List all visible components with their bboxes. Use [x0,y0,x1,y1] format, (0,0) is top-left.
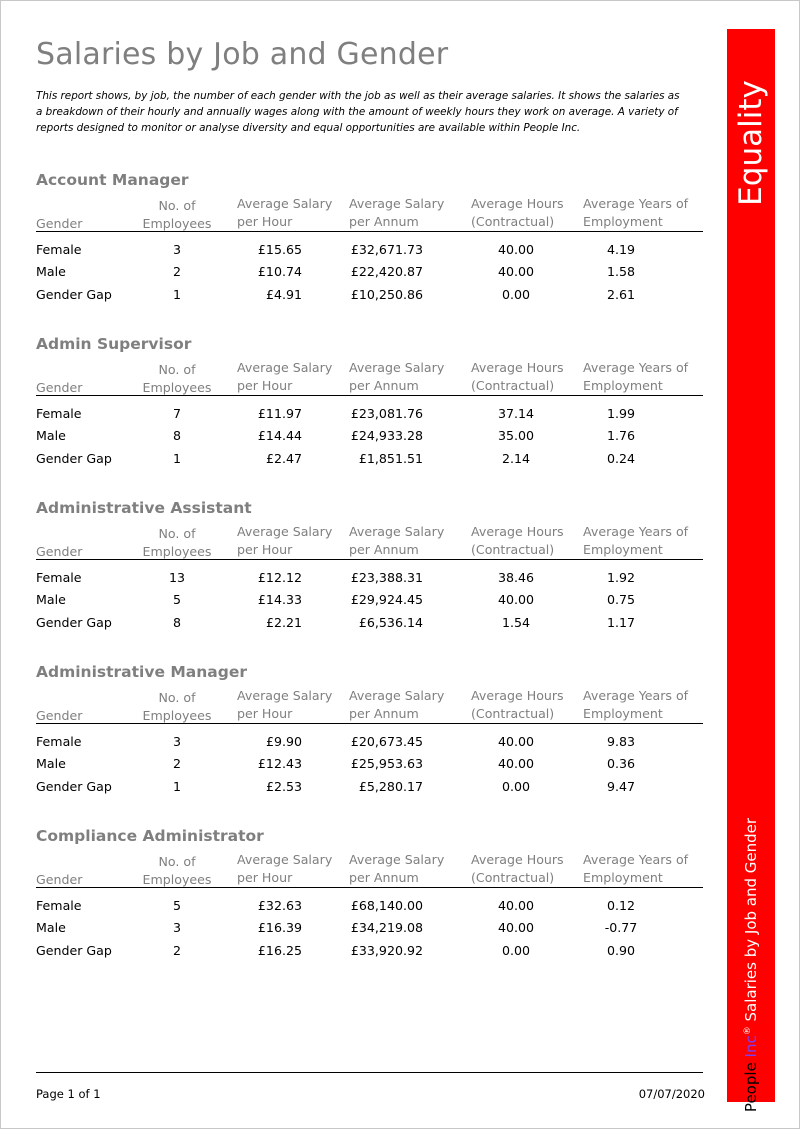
cell-salary-per-annum: £23,081.76 [350,406,423,421]
header-divider [36,723,703,724]
cell-salary-per-hour: £10.74 [257,264,302,279]
cell-years-employment: 9.83 [606,734,636,749]
header-divider [36,231,703,232]
cell-average-hours: 40.00 [497,592,535,607]
cell-employee-count: 5 [172,592,181,607]
col-header-hours-line1: Average Hours [471,524,564,539]
col-header-years-line1: Average Years of [583,524,689,539]
cell-salary-per-hour: £15.65 [257,242,302,257]
table-row [36,591,703,609]
col-header-hour-line1: Average Salary [237,688,333,703]
table-row [36,427,703,445]
cell-gender: Male [36,592,66,607]
cell-gender: Male [36,756,66,771]
cell-salary-per-annum: £34,219.08 [350,920,423,935]
col-header-years-line1: Average Years of [583,688,689,703]
registered-mark: ® [743,1026,753,1036]
cell-employee-count: 1 [172,451,181,466]
cell-employee-count: 1 [172,779,181,794]
cell-employee-count: 3 [172,734,181,749]
cell-years-employment: 0.24 [606,451,636,466]
cell-years-employment: 4.19 [606,242,636,257]
cell-salary-per-annum: £22,420.87 [350,264,423,279]
cell-salary-per-hour: £32.63 [257,898,302,913]
cell-salary-per-hour: £4.91 [265,287,302,302]
col-header-annum-line1: Average Salary [349,852,445,867]
col-header-gender: Gender [36,544,83,559]
cell-years-employment: 1.58 [606,264,636,279]
table-row [36,919,703,937]
col-header-years-line1: Average Years of [583,196,689,211]
cell-salary-per-hour: £14.44 [257,428,302,443]
table-row [36,755,703,773]
job-section [36,827,703,967]
col-header-gender: Gender [36,872,83,887]
job-title: Admin Supervisor [36,335,192,353]
cell-salary-per-hour: £12.43 [257,756,302,771]
col-header-hours-line1: Average Hours [471,360,564,375]
cell-years-employment: 0.75 [606,592,636,607]
header-divider [36,395,703,396]
cell-average-hours: 40.00 [497,264,535,279]
cell-salary-per-annum: £24,933.28 [350,428,423,443]
sidebar-banner [727,29,775,1113]
cell-salary-per-hour: £2.53 [265,779,302,794]
col-header-annum-line2: per Annum [349,706,419,721]
report-intro: This report shows, by job, the number of each gender with the job as well as their average salaries. It shows the salaries as a breakdown of their hourly and annually wages along with the amount of weekly hours they work on average. A variety of reports designed to monitor or analyse diversity and equal opportunities are available within People Inc. [36,90,680,134]
cell-employee-count: 2 [172,264,181,279]
col-header-count-line2: Employees [142,380,212,395]
cell-gender: Female [36,406,82,421]
cell-employee-count: 5 [172,898,181,913]
col-header-annum-line1: Average Salary [349,360,445,375]
cell-salary-per-annum: £29,924.45 [350,592,423,607]
cell-gender: Female [36,898,82,913]
col-header-hour-line1: Average Salary [237,360,333,375]
col-header-annum-line1: Average Salary [349,688,445,703]
col-header-hour-line1: Average Salary [237,524,333,539]
col-header-hour-line2: per Hour [237,870,293,885]
col-header-hours-line1: Average Hours [471,852,564,867]
cell-salary-per-hour: £9.90 [265,734,302,749]
job-section [36,499,703,639]
job-section [36,171,703,311]
job-title: Account Manager [36,171,189,189]
cell-gender: Gender Gap [36,287,112,302]
col-header-hours-line2: (Contractual) [471,870,555,885]
col-header-hours-line2: (Contractual) [471,214,555,229]
col-header-count-line2: Employees [142,872,212,887]
col-header-years-line1: Average Years of [583,852,689,867]
cell-years-employment: 0.90 [606,943,636,958]
cell-salary-per-hour: £14.33 [257,592,302,607]
cell-salary-per-annum: £6,536.14 [358,615,423,630]
col-header-count-line2: Employees [142,216,212,231]
cell-gender: Gender Gap [36,615,112,630]
sidebar-report-title: Salaries by Job and Gender [742,817,760,1022]
col-header-count-line1: No. of [158,690,196,705]
col-header-annum-line1: Average Salary [349,524,445,539]
job-section [36,335,703,475]
cell-salary-per-hour: £2.21 [265,615,302,630]
col-header-gender: Gender [36,380,83,395]
cell-salary-per-annum: £20,673.45 [350,734,423,749]
col-header-years-line1: Average Years of [583,360,689,375]
cell-years-employment: 1.92 [606,570,636,585]
cell-salary-per-hour: £2.47 [265,451,302,466]
col-header-annum-line2: per Annum [349,214,419,229]
cell-salary-per-hour: £12.12 [257,570,302,585]
cell-years-employment: 9.47 [606,779,636,794]
cell-average-hours: 40.00 [497,756,535,771]
cell-years-employment: 2.61 [606,287,636,302]
header-divider [36,559,703,560]
cell-gender: Female [36,570,82,585]
cell-average-hours: 40.00 [497,734,535,749]
cell-years-employment: -0.77 [604,920,638,935]
table-row [36,450,703,468]
table-row [36,733,703,751]
sidebar-report-label [742,818,760,1112]
header-divider [36,887,703,888]
table-row [36,942,703,960]
table-row [36,241,703,259]
col-header-years-line2: Employment [583,542,663,557]
footer-divider [36,1072,703,1073]
cell-salary-per-annum: £68,140.00 [350,898,423,913]
table-row [36,286,703,304]
job-title: Administrative Manager [36,663,248,681]
cell-employee-count: 7 [172,406,181,421]
col-header-hour-line1: Average Salary [237,852,333,867]
col-header-annum-line1: Average Salary [349,196,445,211]
cell-employee-count: 2 [172,943,181,958]
table-row [36,897,703,915]
cell-gender: Male [36,264,66,279]
cell-average-hours: 38.46 [497,570,535,585]
col-header-count-line2: Employees [142,708,212,723]
cell-average-hours: 37.14 [497,406,535,421]
col-header-annum-line2: per Annum [349,870,419,885]
cell-salary-per-annum: £5,280.17 [358,779,423,794]
col-header-annum-line2: per Annum [349,378,419,393]
col-header-gender: Gender [36,216,83,231]
sidebar-category: Equality [733,80,769,206]
col-header-annum-line2: per Annum [349,542,419,557]
col-header-hour-line1: Average Salary [237,196,333,211]
cell-salary-per-annum: £10,250.86 [350,287,423,302]
table-row [36,614,703,632]
col-header-count-line1: No. of [158,362,196,377]
cell-employee-count: 2 [172,756,181,771]
col-header-count-line1: No. of [158,198,196,213]
cell-gender: Gender Gap [36,943,112,958]
brand-name-part2: Inc [742,1035,760,1058]
col-header-hours-line2: (Contractual) [471,378,555,393]
col-header-hour-line2: per Hour [237,214,293,229]
cell-salary-per-annum: £23,388.31 [350,570,423,585]
col-header-count-line1: No. of [158,526,196,541]
cell-salary-per-hour: £16.25 [257,943,302,958]
col-header-hour-line2: per Hour [237,542,293,557]
cell-years-employment: 1.99 [606,406,636,421]
col-header-years-line2: Employment [583,870,663,885]
cell-average-hours: 40.00 [497,898,535,913]
cell-years-employment: 1.17 [606,615,636,630]
col-header-count-line1: No. of [158,854,196,869]
cell-employee-count: 1 [172,287,181,302]
cell-average-hours: 40.00 [497,242,535,257]
table-row [36,263,703,281]
cell-salary-per-annum: £32,671.73 [350,242,423,257]
cell-average-hours: 1.54 [501,615,531,630]
cell-employee-count: 8 [172,615,181,630]
job-title: Compliance Administrator [36,827,264,845]
cell-average-hours: 0.00 [501,943,531,958]
col-header-hours-line2: (Contractual) [471,706,555,721]
cell-average-hours: 0.00 [501,287,531,302]
job-title: Administrative Assistant [36,499,252,517]
page-number: Page 1 of 1 [36,1087,101,1101]
col-header-gender: Gender [36,708,83,723]
cell-employee-count: 3 [172,242,181,257]
col-header-hours-line1: Average Hours [471,196,564,211]
cell-average-hours: 2.14 [501,451,531,466]
report-date: 07/07/2020 [638,1087,705,1101]
cell-years-employment: 1.76 [606,428,636,443]
cell-salary-per-annum: £25,953.63 [350,756,423,771]
col-header-count-line2: Employees [142,544,212,559]
cell-gender: Male [36,428,66,443]
col-header-years-line2: Employment [583,214,663,229]
cell-salary-per-hour: £11.97 [257,406,302,421]
brand-name-part1: People [742,1057,760,1113]
cell-salary-per-annum: £33,920.92 [350,943,423,958]
cell-gender: Gender Gap [36,451,112,466]
cell-average-hours: 0.00 [501,779,531,794]
cell-employee-count: 13 [168,570,186,585]
cell-gender: Female [36,242,82,257]
cell-years-employment: 0.12 [606,898,636,913]
cell-average-hours: 40.00 [497,920,535,935]
job-section [36,663,703,803]
table-row [36,569,703,587]
col-header-hours-line2: (Contractual) [471,542,555,557]
col-header-hour-line2: per Hour [237,378,293,393]
cell-years-employment: 0.36 [606,756,636,771]
col-header-years-line2: Employment [583,706,663,721]
cell-gender: Female [36,734,82,749]
cell-salary-per-annum: £1,851.51 [358,451,423,466]
cell-employee-count: 3 [172,920,181,935]
page-title: Salaries by Job and Gender [36,37,449,72]
cell-gender: Gender Gap [36,779,112,794]
cell-gender: Male [36,920,66,935]
col-header-hours-line1: Average Hours [471,688,564,703]
cell-average-hours: 35.00 [497,428,535,443]
col-header-years-line2: Employment [583,378,663,393]
col-header-hour-line2: per Hour [237,706,293,721]
table-row [36,778,703,796]
table-row [36,405,703,423]
cell-salary-per-hour: £16.39 [257,920,302,935]
cell-employee-count: 8 [172,428,181,443]
